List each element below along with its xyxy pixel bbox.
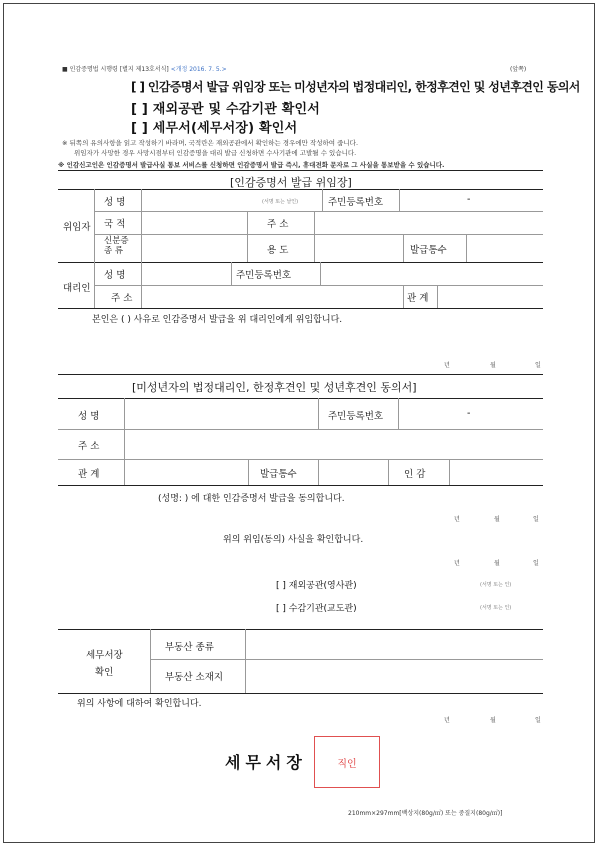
consent-relation-label: 관 계: [78, 469, 100, 480]
relation-label: 관 계: [407, 293, 429, 304]
agent-rrn-label: 주민등록번호: [236, 270, 292, 281]
consent-rrn-label: 주민등록번호: [328, 411, 384, 422]
official-seal-label: 직인: [337, 758, 357, 770]
title-tax-office: [ ] 세무서(세무서장) 확인서: [131, 121, 298, 136]
note-1: ※ 뒤쪽의 유의사항을 읽고 작성하기 바라며, 국적란은 재외공관에서 확인하는 경우에만 작성하여 줍니다.: [62, 139, 359, 147]
id-type-line1: 신분증: [104, 236, 129, 246]
sign-hint: (서명 또는 날인): [262, 199, 299, 205]
section2-title: [미성년자의 법정대리인, 한정후견인 및 성년후견인 동의서]: [132, 381, 417, 394]
agent-name-label: 성 명: [104, 270, 126, 281]
paper-spec: 210mm×297mm[백상지(80g/㎡) 또는 중질지(80g/㎡)]: [348, 810, 503, 817]
delegator-label: 위임자: [63, 222, 91, 233]
prison-confirm: [ ] 수감기관(교도관): [276, 604, 357, 614]
consent-statement: (성명: ) 에 대한 인감증명서 발급을 동의합니다.: [158, 494, 345, 504]
copies-label: 발급통수: [410, 245, 447, 256]
title-delegation: [ ] 인감증명서 발급 위임장 또는 미성년자의 법정대리인, 한정후견인 및 성년후견인 동의서: [131, 80, 580, 94]
tax-confirm-head2: 확인: [95, 667, 114, 678]
consent-date-day: 일: [533, 516, 539, 523]
title-embassy: [ ] 재외공관 및 수감기관 확인서: [131, 102, 321, 117]
confirm-date-month: 월: [494, 560, 500, 567]
date-day: 일: [535, 362, 541, 369]
agent-address-label: 주 소: [111, 293, 133, 304]
confirm-statement: 위의 위임(동의) 사실을 확인합니다.: [223, 535, 364, 545]
consent-seal-label: 인 감: [404, 469, 426, 480]
section1-title: [인감증명서 발급 위임장]: [230, 176, 352, 189]
agent-label: 대리인: [63, 283, 91, 294]
rrn-dash: -: [467, 194, 471, 205]
embassy-sign-hint: (서명 또는 인): [480, 582, 512, 588]
tax-confirm-head1: 세무서장: [86, 650, 123, 661]
consent-address-label: 주 소: [78, 441, 100, 452]
prison-sign-hint: (서명 또는 인): [480, 605, 512, 611]
date-month: 월: [490, 362, 496, 369]
tax-date-month: 월: [490, 717, 496, 724]
tax-date-day: 일: [535, 717, 541, 724]
embassy-confirm: [ ] 재외공관(영사관): [276, 581, 357, 591]
consent-rrn-dash: -: [467, 408, 471, 419]
consent-date-month: 월: [494, 516, 500, 523]
consent-copies-label: 발급통수: [260, 469, 297, 480]
id-type-line2: 종 류: [104, 246, 124, 256]
nationality-label: 국 적: [104, 219, 126, 230]
consent-name-label: 성 명: [78, 411, 100, 422]
confirm-date-year: 년: [454, 560, 460, 567]
form-reference: [62, 64, 227, 73]
id-type-label: [104, 236, 129, 256]
note-3: ※ 인감신고인은 인감증명서 발급사실 통보 서비스를 신청하면 인감증명서 발급 즉시, 휴대전화 문자로 그 사실을 통보받을 수 있습니다.: [58, 161, 445, 169]
property-location-label: 부동산 소재지: [165, 672, 224, 683]
tax-confirm-statement: 위의 사항에 대하여 확인합니다.: [77, 699, 202, 709]
consent-date-year: 년: [454, 516, 460, 523]
official-seal-box: [314, 736, 380, 788]
purpose-label: 용 도: [267, 245, 289, 256]
delegation-statement: 본인은 ( ) 사유로 인감증명서 발급을 위 대리인에게 위임합니다.: [92, 315, 343, 325]
amend-date: <개정 2016. 7. 5.>: [170, 66, 227, 73]
tax-office-title: 세무서장: [225, 753, 307, 772]
note-2: 위임자가 사망한 경우 사망시점부터 인감증명을 대리 발급 신청하면 수사기관에 고발될 수 있습니다.: [74, 149, 357, 157]
address-label: 주 소: [267, 219, 289, 230]
date-year: 년: [444, 362, 450, 369]
form-ref-text: ■ 인감증명법 시행령 [별지 제13호서식]: [62, 66, 169, 73]
property-type-label: 부동산 종류: [165, 642, 214, 653]
tax-date-year: 년: [444, 717, 450, 724]
name-label: 성 명: [104, 197, 126, 208]
confirm-date-day: 일: [533, 560, 539, 567]
page-side: (앞쪽): [510, 66, 527, 73]
page-border: [3, 3, 595, 843]
rrn-label: 주민등록번호: [328, 197, 384, 208]
